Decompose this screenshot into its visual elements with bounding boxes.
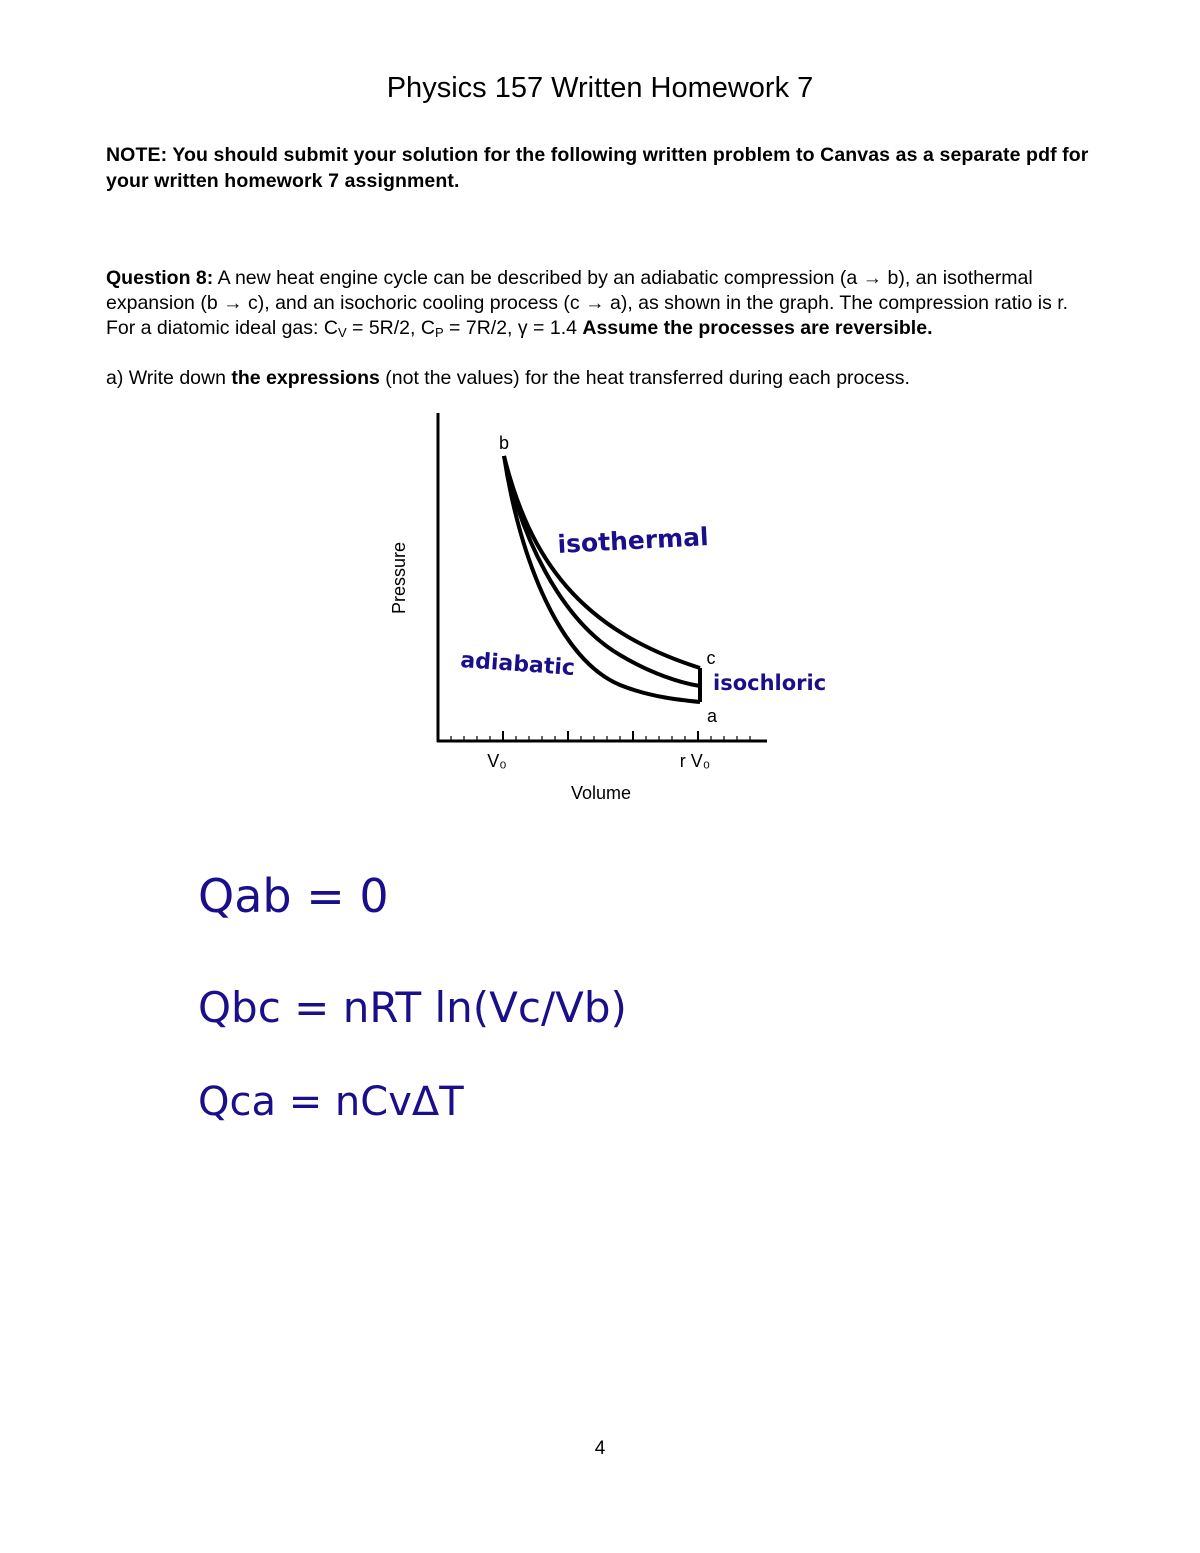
- point-c-label: c: [706, 648, 716, 668]
- tick-label-rv0: r V₀: [679, 751, 711, 771]
- question-label: Question 8:: [106, 267, 214, 289]
- assume-statement: Assume the processes are reversible.: [582, 317, 933, 339]
- isothermal-upper-curve: [504, 456, 700, 668]
- handwritten-answers: [190, 845, 650, 1135]
- answer-q-ab: Qab = 0: [198, 869, 389, 923]
- x-axis-label: Volume: [570, 783, 632, 803]
- answer-q-ca: Qca = nCvΔT: [198, 1079, 464, 1125]
- page-title: Physics 157 Written Homework 7: [386, 72, 814, 104]
- cv-subscript: V: [337, 325, 347, 340]
- question-text-2: = 5R/2, C: [346, 317, 435, 339]
- question-8: [106, 266, 1096, 341]
- point-b-label: b: [498, 433, 510, 453]
- annotation-isothermal: isothermal: [556, 522, 710, 559]
- page-number: 4: [594, 1438, 606, 1459]
- annotation-adiabatic: adiabatic: [459, 648, 576, 681]
- cp-subscript: P: [434, 325, 444, 340]
- y-axis-label: Pressure: [389, 541, 409, 615]
- submission-note: NOTE: You should submit your solution for the following written problem to Canvas as a separate pdf for your written homework 7 assignment.: [106, 144, 1089, 192]
- answer-q-bc: Qbc = nRT ln(Vc/Vb): [198, 983, 627, 1032]
- annotation-isochoric: isochloric: [713, 671, 827, 695]
- part-a-prefix: a) Write down: [106, 367, 232, 389]
- question-text-1: A new heat engine cycle can be described by an adiabatic compression (a → b), an isothermal expansion (b → c), and an isochoric cooling process (c → a), as shown in the graph. The compression ratio is r. For a diatomic ideal gas: C: [106, 267, 1069, 339]
- point-a-label: a: [706, 706, 718, 726]
- tick-label-v0: V₀: [487, 751, 507, 771]
- part-a-prompt: [106, 366, 1096, 391]
- question-text-3: = 7R/2, γ = 1.4: [443, 317, 583, 339]
- pv-diagram: [380, 405, 860, 815]
- part-a-bold: the expressions: [231, 367, 380, 389]
- part-a-suffix: (not the values) for the heat transferred during each process.: [379, 367, 910, 389]
